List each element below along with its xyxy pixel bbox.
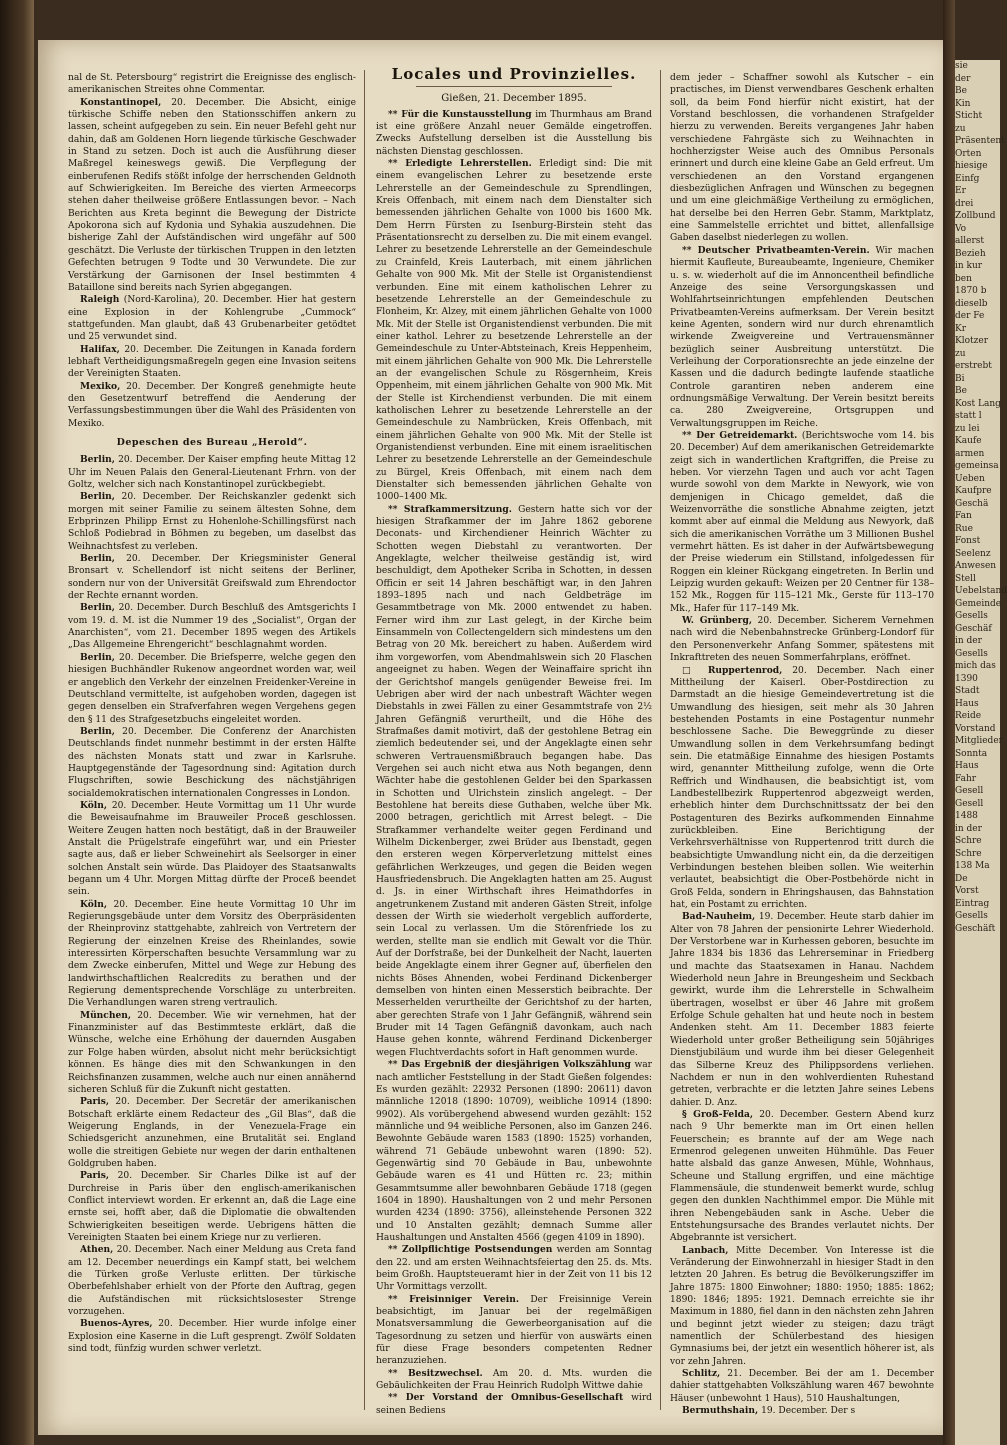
facing-page-word: Präsentent	[955, 136, 1005, 146]
column-right	[670, 72, 934, 1417]
facing-page-word: Anwesen	[955, 561, 997, 571]
article-text: 20. December. Eine heute Vormittag 10 Uhr im Regierungsgebäude unter dem Vorsitz des Oberpräsidenten der Rheinprovinz stattgehabte, zahlreich von Vertretern der Regierung der einzelnen Kreise des Rheinlandes, sowie interessirten Körperschaften besuchte Versammlung war zu dem Zwecke einberufen, Mittel und Wege zur Hebung des landwirthschaftlichen Realcredits zu berathen und der Regierung dementsprechende Vorschläge zu unterbreiten. Die Verhandlungen waren streng vertraulich.	[68, 899, 356, 1009]
article-paragraph	[68, 652, 356, 726]
article-text: 20. December. Der Kriegsminister General Bronsart v. Schellendorf ist nicht seitens der Berliner, sondern nur von der Universität Greifswald zum Ehrendoctor der Rechte ernannt worden.	[68, 554, 356, 602]
article-text: 20. December. Die Zeitungen in Kanada fordern lebhaft Vertheidigungsmaßregeln gegen eine Invasion seitens der Vereinigten Staaten.	[68, 344, 356, 380]
article-dateline: Paris,	[80, 1170, 110, 1182]
article-text: 20. December. Die Absicht, einige türkische Schiffe neben den Stationsschiffen ankern zu lassen, scheint aufgegeben zu sein. Ein neuer Befehl geht nur dahin, daß am Goldenen Horn liegende türkische Geschwader in Stand zu setzen. Doch ist auch die Ausführung dieser Maßregel keineswegs gewiß. Die Verpflegung der einberufenen Redifs stößt infolge der herrschenden Geldnoth auf Schwierigkeiten. Im Bereiche des vierten Armeecorps stehen daher theilweise größere Entlassungen bevor. – Nach Berichten aus Kreta beginnt die Bewegung der Districte Apokorona sich auf Kydonia und Syhakia auszudehnen. Die bisherige Zahl der Aufständischen wird ungefähr auf 500 geschätzt. Die Verluste der türkischen Truppen in den letzten Gefechten betrugen 9 Todte und 30 Verwundete. Die zur Verstärkung der Garnisonen der Insel bestimmten 4 Bataillone sind bereits nach Syrien abgegangen.	[68, 97, 356, 293]
facing-page-word: 1390	[955, 673, 978, 684]
facing-page-word: der Fe	[955, 311, 985, 321]
article-paragraph	[68, 800, 356, 899]
article-paragraph	[376, 158, 652, 504]
article-text: wird seinen Bediens	[376, 1393, 652, 1416]
article-paragraph	[68, 553, 356, 602]
facing-page-word: drei	[955, 198, 974, 209]
column-rule	[660, 70, 661, 1410]
article-paragraph	[376, 1059, 652, 1244]
article-dateline: Halifax,	[80, 343, 120, 355]
article-paragraph	[68, 97, 356, 295]
facing-page-word: Zollbund	[955, 211, 996, 221]
facing-page-word: allerst	[955, 236, 984, 246]
article-paragraph	[670, 1368, 934, 1405]
facing-page-word: Seelenz	[955, 548, 991, 559]
article-text: war nach amtlicher Feststellung in der Stadt Gießen folgendes: Es wurden gezählt: 22932 Personen (1890: 20611) davon männliche 12018 (1890: 10709), weibliche 10914 (1890: 9902). Als vorübergehend abwesend wurden gezählt: 152 männliche und 94 weibliche Personen, also im Ganzen 246. Bewohnte Gebäude waren 1583 (1890: 1525) vorhanden, während 71 Gebäude unbewohnt waren (1890: 52). Gegenwärtig sind 70 Gebäude in Bau, unbewohnte Gebäude waren es 41 und Hütten rc. 23; mithin Gesammtsumme aller bewohnbaren Gebäude 1718 (gegen 1604 in 1890). Haushaltungen von 2 und mehr Personen wurden 4234 (1890: 3756), alleinstehende Personen 322 und 10 Anstalten gezählt; demnach Summe aller Haushaltungen und Anstalten 4566 (gegen 4109 in 1890).	[376, 1060, 652, 1243]
facing-page-word: armen	[955, 448, 985, 459]
facing-page-word: Gesells	[955, 611, 988, 621]
section-heading: Depeschen des Bureau „Herold“.	[116, 436, 308, 448]
article-dateline: Berlin,	[80, 553, 115, 565]
facing-page-word: Bi	[955, 373, 965, 384]
article-dateline: Bermuthshain,	[682, 1405, 759, 1417]
article-dateline: ** Deutscher Privatbeamten-Verein.	[682, 244, 870, 256]
facing-page-word: Sonnta	[955, 748, 988, 759]
article-paragraph	[670, 245, 934, 430]
facing-page-word: erstrebt	[955, 361, 992, 371]
article-paragraph	[670, 1405, 934, 1417]
article-text: 20. December. Sir Charles Dilke ist auf der Durchreise in Paris über den englisch-amerikanischen Conflict interviewt worden. Er erkennt an, daß die Lage eine ernste sei, hofft aber, daß die Diplomatie die obwaltenden Schwierigkeiten beseitigen werde. Uebrigens hätten die Vereinigten Staaten bei einem Kriege nur zu verlieren.	[68, 1171, 356, 1243]
article-paragraph	[68, 491, 356, 553]
facing-page-word: mich das	[955, 661, 996, 671]
article-paragraph	[376, 1392, 652, 1417]
facing-page-word: zu	[955, 123, 966, 134]
facing-page-word: Uebelstand	[955, 586, 1007, 596]
page-edge	[943, 0, 955, 1445]
article-text: dem jeder – Schaffner sowohl als Kutscher – ein practisches, im Dienst verwendbares Geschenk erhalten soll, da beim Fond hierfür nicht existirt, hat der Vorstand beschlossen, die vorhandenen Strafgelder hierzu zu verwenden. Bereits vergangenes Jahr haben verschiedene Fahrgäste sich zu Weihnachten in hochherzigster Weise auch des Omnibus Personals erinnert und durch eine kleine Gabe an Geld erfreut. Um verschiedenen an den Vorstand ergangenen diesbezüglichen Anfragen und Wünschen zu begegnen und um eine gleichmäßige Vertheilung zu ermöglichen, hat derselbe bei den Herren Gebr. Stamm, Marktplatz, eine Sammelstelle errichtet und bittet, allenfallsige Gaben daselbst niederlegen zu wollen.	[670, 73, 934, 244]
facing-page-word: Geschäf	[955, 623, 992, 634]
facing-page-word: der	[955, 73, 971, 84]
article-text: 20. December. Die Conferenz der Anarchisten Deutschlands findet nunmehr bestimmt in der ersten Hälfte des nächsten Monats statt und zwar in Karlsruhe. Hauptgegenstände der Tagesordnung sind: Agitation durch Flugschriften, sowie Beschickung des nächstjährigen socialdemokratischen internationalen Congresses in London.	[68, 726, 356, 799]
article-paragraph	[68, 1244, 356, 1318]
article-text: (Nord-Karolina), 20. December. Hier hat gestern eine Explosion in der Kohlengrube „Cummock“ stattgefunden. Man glaubt, daß 43 Grubenarbeiter getödtet und 25 verwundet sind.	[68, 295, 356, 343]
article-paragraph	[68, 899, 356, 1010]
article-text: 20. December. Nach einer Meldung aus Creta fand am 12. December neuerdings ein Kampf statt, bei welchem die Türken große Verluste erlitten. Der türkische Oberbefehlshaber erhielt von der Pforte den Auftrag, gegen die Aufständischen mit rücksichtslosester Strenge vorzugehen.	[68, 1245, 356, 1318]
article-paragraph	[670, 430, 934, 615]
facing-page-word: Schre	[955, 848, 982, 859]
article-dateline: Buenos-Ayres,	[80, 1318, 153, 1330]
facing-page-word: Rue	[955, 523, 973, 534]
article-paragraph	[670, 1109, 934, 1245]
facing-page-word: Kin	[955, 98, 971, 109]
facing-page-word: Sticht	[955, 111, 983, 121]
facing-page-word: zu lei	[955, 423, 980, 434]
facing-page-word: Gesells	[955, 648, 988, 659]
article-dateline: ** Strafkammersitzung.	[388, 503, 512, 515]
facing-page-word: Orten	[955, 148, 982, 159]
article-dateline: Athen,	[80, 1244, 114, 1256]
article-paragraph	[68, 454, 356, 491]
article-text: 20. December. Der Reichskanzler gedenkt sich morgen mit seiner Familie zu seinem ältesten Sohne, dem Erbprinzen Philipp Ernst zu Hohenlohe-Schillingsfürst nach Schloß Podiebrad in Böhmen zu begeben, um daselbst das Weihnachtsfest zu verleben.	[68, 492, 356, 552]
article-text: werden am Sonntag den 22. und am ersten Weihnachtsfeiertag den 25. ds. Mts. beim Großh. Hauptsteueramt hier in der Zeit von 11 bis 12 Uhr Vormittags verzollt.	[376, 1245, 652, 1293]
article-dateline: Berlin,	[80, 491, 115, 503]
article-paragraph	[68, 294, 356, 343]
article-paragraph	[670, 1245, 934, 1368]
facing-page-word: Er	[955, 186, 966, 196]
dateline: Gießen, 21. December 1895.	[441, 93, 587, 105]
facing-page-word: Vorst	[955, 886, 979, 896]
facing-page-word: sie	[955, 61, 968, 71]
article-paragraph	[376, 109, 652, 158]
facing-page-word: Reide	[955, 711, 982, 721]
facing-page-word: Kaufpre	[955, 486, 992, 496]
article-paragraph	[68, 602, 356, 651]
facing-page-word: Bezieh	[955, 248, 986, 259]
facing-page-word: Vo	[955, 223, 967, 234]
facing-page-word: Kr	[955, 323, 967, 334]
article-dateline: ** Erledigte Lehrerstellen.	[388, 158, 532, 170]
facing-page-word: Geschä	[955, 498, 989, 509]
article-paragraph	[376, 1244, 652, 1293]
facing-page-word: ben	[955, 273, 972, 284]
article-text: Wir machen hiermit Kaufleute, Bureaubeamte, Ingenieure, Chemiker u. s. w. wiederholt auf die im Annoncentheil befindliche Anzeige des seine Versorgungskassen und Wohlfahrtseinrichtungen empfehlenden Deutschen Privatbeamten-Vereins aufmerksam. Der Verein besitzt keine Agenten, sondern wird nur durch ehrenamtlich wirkende Zweigvereine und Vertrauensmänner bezüglich seiner Ausbreitung unterstützt. Die Verleihung der Corporationsrechte an jede einzelne der Kassen und die dadurch bedingte laufende staatliche Controle garantiren neben anderem eine ordnungsmäßige Verwaltung. Der Verein besitzt bereits ca. 280 Zweigvereine, Ortsgruppen und Verwaltungsgruppen im Reiche.	[670, 245, 934, 429]
facing-page-word: 1870 b	[955, 286, 987, 296]
article-dateline: Bad-Nauheim,	[682, 911, 756, 923]
facing-page-word: Eintrag	[955, 898, 990, 909]
article-dateline: Schlitz,	[682, 1368, 721, 1380]
article-text: 20. December. Heute Vormittag um 11 Uhr wurde die Beweisaufnahme im Brauweiler Proceß geschlossen. Weitere Zeugen hatten noch bestätigt, daß in der Brauweiler Anstalt die Prügelstrafe eingeführt war, und ein Priester sagte aus, daß er lieber Schweinehirt als Seelsorger in einer solchen Anstalt sein würde. Das Plaidoyer des Staatsanwalts begann um 4 Uhr. Morgen Mittag dürfte der Proceß beendet sein.	[68, 800, 356, 898]
facing-page-word: Klotzer	[955, 336, 989, 346]
article-paragraph	[376, 504, 652, 1059]
article-dateline: ** Der Getreidemarkt.	[682, 429, 798, 441]
facing-page-word: De	[955, 873, 968, 884]
article-text: 20. December. Hier wurde infolge einer Explosion eine Kaserne in die Luft gesprengt. Zwölf Soldaten sind todt, fünfzig wurden schwer verletzt.	[68, 1319, 356, 1355]
article-dateline: Paris,	[80, 1096, 110, 1108]
article-text: 19. December. Heute starb dahier im Alter von 78 Jahren der pensionirte Lehrer Wiederhold. Der Verstorbene war in Kurhessen geboren, besuchte im Jahre 1834 bis 1836 das Lehrerseminar in Friedberg und machte das Staatsexamen in Hanau. Nachdem Wiederhold neun Jahre in Breungesheim und Seckbach gewirkt, wurde ihm die Lehrerstelle in Schwalheim übertragen, woselbst er über 46 Jahre mit großem Erfolge Schule gehalten hat und heute noch in bestem Andenken steht. Am 11. December 1883 feierte Wiederhold unter großer Betheiligung sein 50jähriges Dienstjubiläum und wurde ihm bei dieser Gelegenheit das Silberne Kreuz des Philippsordens verliehen. Nachdem er nun in den wohlverdienten Ruhestand getreten, verbrachte er die letzten Jahre seines Lebens dahier. D. Anz.	[670, 912, 934, 1108]
facing-page-word: Kaufe	[955, 436, 982, 446]
article-text: im Thurmhaus am Brand ist eine größere Anzahl neuer Gemälde eingetroffen. Zwecks Aufstellung derselben ist die Ausstellung bis nächsten Dienstag geschlossen.	[376, 109, 652, 157]
article-dateline: ** Für die Kunstausstellung	[388, 108, 532, 120]
facing-page-word: dieselb	[955, 298, 988, 309]
article-paragraph	[670, 72, 934, 245]
article-text: 21. December. Bei der am 1. December dahier stattgehabten Volkszählung waren 467 bewohnte Häuser (unbewohnt 1 Haus), 510 Haushaltungen,	[670, 1369, 934, 1404]
facing-page-word: Gesell	[955, 786, 984, 796]
facing-page-word: Be	[955, 386, 967, 396]
article-text: Am 20. d. Mts. wurden die Gebäulichkeiten der Frau Heinrich Rudolph Wittwe dahie	[376, 1368, 652, 1392]
facing-page-word: 138 Ma	[955, 861, 990, 871]
article-paragraph	[68, 72, 356, 97]
article-dateline: ** Der Vorstand der Omnibus-Gesellschaft	[388, 1392, 624, 1404]
newspaper-page	[38, 40, 943, 1435]
article-text: 20. December. Sicherem Vernehmen nach wird die Nebenbahnstrecke Grünberg-Londorf für den Personenverkehr Anfang Sommer, spätestens mit Inkrafttreten des neuen Sommerfahrplans, eröffnet.	[670, 616, 934, 664]
facing-page-word: Vorstand	[955, 723, 996, 734]
article-dateline: Berlin,	[80, 454, 115, 466]
article-dateline: W. Grünberg,	[682, 615, 752, 627]
facing-page-word: Fonst	[955, 536, 981, 546]
book-gutter	[0, 0, 34, 1445]
article-text: 20. December. Der Secretär der amerikanischen Botschaft erklärte einem Redacteur des „Gil Blas“, daß die Weigerung Englands, in der Venezuela-Frage ein Schiedsgericht anzunehmen, eine Brutalität sei. England wolle die streitigen Gebiete nur wegen der darin enthaltenen Goldgruben haben.	[68, 1097, 356, 1169]
title-rule	[416, 86, 612, 87]
facing-page-word: Gesell	[955, 798, 984, 809]
article-paragraph	[68, 726, 356, 800]
article-dateline: Berlin,	[80, 602, 115, 614]
facing-page-word: Fan	[955, 511, 972, 521]
article-paragraph	[68, 381, 356, 430]
facing-page-word: statt l	[955, 411, 982, 421]
article-text: 20. December. Durch Beschluß des Amtsgerichts I vom 19. d. M. ist die Nummer 19 des „Socialist“, Organ der Anarchisten“, vom 21. December 1895 wegen des Artikels „Das Allgemeine Ehrengericht“ beschlagnahmt worden.	[68, 603, 356, 651]
article-dateline: Konstantinopel,	[80, 96, 162, 108]
facing-page-word: Haus	[955, 761, 979, 771]
article-paragraph	[68, 344, 356, 381]
article-text: 20. December. Die Briefsperre, welche gegen den hiesigen Buchhändler Rukenow angeordnet worden war, weil er angeblich den Verkehr der einzelnen Freidenker-Vereine in Deutschland vermittelte, ist aufgehoben worden, dagegen ist gegen denselben ein Strafverfahren wegen Vergehens gegen den § 11 des Strafgesetzbuchs eingeleitet worden.	[68, 652, 356, 725]
article-text: Der Freisinnige Verein beabsichtigt, im Januar bei der regelmäßigen Monatsversammlung die Gewerbeorganisation auf die Tagesordnung zu setzen und hierfür von auswärts einen für diese Frage besonders competenten Redner heranzuziehen.	[376, 1294, 652, 1367]
facing-page-word: Gemeinde	[955, 598, 1002, 609]
article-dateline: München,	[80, 1009, 132, 1021]
article-paragraph	[670, 911, 934, 1109]
article-dateline: Berlin,	[80, 725, 115, 737]
facing-page-word: hiesige	[955, 161, 988, 171]
article-paragraph	[376, 1368, 652, 1393]
column-rule	[364, 70, 365, 1410]
article-text: (Berichtswoche vom 14. bis 20. December) Auf dem amerikanischen Getreidemarkte zeigt sich in wandertlichen Kraftgriffen, die Preise zu heben. Vor vierzehn Tagen und auch vor acht Tagen wurde sowohl von dem Markte in Newyork, wie von demjenigen in Chicago gemeldet, daß die Weizenvorräthe die sonstliche Abnahme zeigten, jetzt kommt aber auf einmal die Meldung aus Newyork, daß sich die amerikanischen Vorräthe um 3 Millionen Bushel vermehrt hätten. Es ist daher in der Aufwärtsbewegung der Preise wiederum ein Stillstand, infolgedessen für Roggen ein kleiner Rückgang eingetreten. In Berlin und Leipzig wurden gekauft: Weizen per 20 Centner für 138–152 Mk., Roggen für 115–121 Mk., Gerste für 113–170 Mk., Hafer für 117–149 Mk.	[670, 430, 934, 614]
article-dateline: Köln,	[80, 898, 108, 910]
facing-page-word: in kur	[955, 261, 983, 271]
article-text: Gestern hatte sich vor der hiesigen Strafkammer der im Jahre 1862 geborene Deconats- und Kirchendiener Heinrich Wächter zu Schotten wegen Diebstahl zu verantworten. Der Angeklagte, welcher theilweise geständig ist, wird beschuldigt, dem Apotheker Scriba in Schotten, in dessen Officin er seit 14 Jahren beschäftigt war, in den Jahren 1893–1895 nach und nach Geldbeträge im Gesammtbetrage von Mk. 2000 entwendet zu haben. Ferner wird ihm zur Last gelegt, in der Kirche beim Einsammeln von Collectengeldern sich mindestens um den Betrag von 20 Mk. bereichert zu haben. Außerdem wird ihm vorgeworfen, vom Abendmahlswein sich 20 Flaschen angeeignet zu haben. Wegen der Weinaffaire spricht ihn der Gerichtshof mangels genügender Beweise frei. Im Uebrigen aber wird der nach unbestraft Wächter wegen Diebstahls in zwei Fällen zu einer Gesammtstrafe von 2½ Jahren Gefängniß verurtheilt, und die Höhe des Strafmaßes damit motivirt, daß der gestohlene Betrag ein ziemlich bedeutender sei, und der Angeklagte einen sehr schweren Vertrauensmißbrauch begangen habe. Das Vergehen sei auch nicht etwa aus Noth begangen, denn Wächter habe die gestohlenen Gelder bei den Sparkassen in Schotten und Ulrichstein zinslich angelegt. – Der Bestohlene hat bereits diese Guthaben, welche über Mk. 2000 betragen, gerichtlich mit Arrest belegt. – Die Strafkammer verhandelte weiter gegen Ferdinand und Wilhelm Dickenberger, zwei Brüder aus Ibenstadt, gegen den ersteren wegen Körperverletzung mittelst eines gefährlichen Werkzeuges, und gegen die Beiden wegen Hausfriedensbruch. Die Angeklagten hatten am 25. August d. Js. in einer Wirthschaft ihres Heimathdorfes in angetrunkenem Zustand mit anderen Gästen Streit, infolge dessen der Wirth sie wiederholt vergeblich aufforderte, sein Local zu verlassen. Um die Störenfriede los zu werden, stellte man sie endlich mit Gewalt vor die Thür. Auf der Dorfstraße, bei der Dunkelheit der Nacht, lauerten beide Angeklagte einem ihrer Gegner auf, überfielen den nichts Böses Ahnenden, wobei Ferdinand Dickenberger demselben von hinten einen Messerstich beibrachte. Der Messerhelden verurtheilte der Gerichtshof zu der harten, aber gerechten Strafe von 1 Jahr Gefängniß, während sein Bruder mit 14 Tagen Gefängniß davonkam, auch nach Hause gehen konnte, während Ferdinand Dickenberger wegen Fluchtverdachts sofort in Haft genommen wurde.	[376, 504, 652, 1058]
facing-page-word: Fahr	[955, 773, 977, 784]
column-middle	[376, 65, 652, 1417]
facing-page-word: Stell	[955, 573, 976, 584]
article-dateline: ** Das Ergebniß der diesjährigen Volkszählung	[388, 1059, 631, 1071]
article-paragraph	[68, 1096, 356, 1170]
facing-page-fragment	[955, 60, 1007, 1445]
article-text: 20. December. Gestern Abend kurz nach 9 Uhr bemerkte man im Ort einen hellen Feuerschein; es brannte auf der am Wege nach Ermenrod gelegenen unweiten Hühmühle. Das Feuer hatte alsbald das ganze Anwesen, Mühle, Wohnhaus, Scheune und Stallung ergriffen, und eine mächtige Flammensäule, die stundenweit bemerkt wurde, schlug gegen den dunklen Nachthimmel empor. Die Mühle mit ihren Nebengebäuden sank in Asche. Ueber die Entstehungsursache des Brandes verlautet nichts. Der Abgebrannte ist versichert.	[670, 1109, 934, 1244]
article-dateline: Berlin,	[80, 651, 115, 663]
article-text: Mitte December. Von Interesse ist die Veränderung der Einwohnerzahl in hiesiger Stadt in den letzten 20 Jahren. Es betrug die Bevölkerungsziffer im Jahre 1875: 1800 Einwohner; 1880: 1950; 1885: 1862; 1890: 1846; 1895: 1921. Demnach erreichte sie ihr Maximum in 1880, fiel dann in den nächsten zehn Jahren und beginnt jetzt wieder zu steigen; dazu trägt namentlich der Schülerbestand des hiesigen Gymnasiums bei, der jetzt ein wesentlich höherer ist, als vor zehn Jahren.	[670, 1245, 935, 1367]
facing-page-word: Be	[955, 86, 967, 96]
article-text: nal de St. Petersbourg“ registrirt die Ereignisse des englisch-amerikanischen Streites ohne Commentar.	[68, 73, 356, 96]
article-dateline: Köln,	[80, 799, 108, 811]
facing-page-word: Einfg	[955, 173, 980, 184]
article-paragraph	[670, 665, 934, 912]
article-text: 20. December. Der Kongreß genehmigte heute den Gesetzentwurf betreffend die Aenderung der Verfassungsbestimmungen über die Wahl des Präsidenten von Mexiko.	[68, 381, 356, 429]
article-text: 20. December. Wie wir vernehmen, hat der Finanzminister auf das Bestimmteste erklärt, daß die Wünsche, welche eine Erhöhung der dauernden Ausgaben zur Folge haben würden, absolut nicht mehr berücksichtigt können. Es hänge dies mit den Schwankungen in den Reichsfinanzen zusammen, welche auch nur einen annähernd sicheren Schluß für die Zukunft nicht gestatten.	[68, 1010, 356, 1095]
article-dateline: Raleigh	[80, 294, 120, 306]
article-dateline: ** Freisinniger Verein.	[388, 1293, 520, 1305]
facing-page-word: Geschäft	[955, 923, 996, 934]
article-paragraph	[670, 615, 934, 664]
facing-page-word: Gesells	[955, 911, 988, 921]
facing-page-word: zu	[955, 348, 966, 359]
facing-page-word: gemeinsa	[955, 461, 999, 471]
facing-page-word: Haus	[955, 698, 979, 709]
article-dateline: Mexiko,	[80, 380, 121, 392]
article-paragraph	[376, 1294, 652, 1368]
facing-page-word: in der	[955, 823, 982, 834]
article-text: 20. December. Nach einer Mittheilung der Kaiserl. Ober-Postdirection zu Darmstadt an die hiesige Gemeindevertretung ist die Umwandlung des hiesigen, seit mehr als 30 Jahren bestehenden Postamts in eine Postagentur nunmehr beschlossene Sache. Die Beweggründe zu dieser Umwandlung sollen in dem Verkehrsumfang bedingt sein. Die etatmäßige Einnahme des hiesigen Postamts wird, genannter Mittheilung zufolge, wenn die Orte Reffrich und Windhausen, die beabsichtigt ist, vom Landbestellbezirk Ruppertenrod abgezweigt werden, erheblich hinter dem Durchschnittssatz der bei den Postagenturen des Bezirks aufkommenden Einnahme zurückbleiben. Eine Berichtigung der Verkehrsverhältnisse von Ruppertenrod tritt durch die beabsichtigte Umwandlung nicht ein, da die derzeitigen Verbindungen bestehen bleiben sollen. Wie weiterhin verlautet, beabsichtigt die Ober-Postbehörde nicht in Groß Felda, sondern in Ehringshausen, das Bahnstation hat, ein Postamt zu errichten.	[670, 665, 934, 911]
facing-page-word: Stadt	[955, 686, 980, 696]
facing-page-word: Schre	[955, 836, 982, 846]
article-dateline: ** Zollpflichtige Postsendungen	[388, 1244, 553, 1256]
article-text: 20. December. Der Kaiser empfing heute Mittag 12 Uhr im Neuen Palais den General-Lieutenant Frhrn. von der Goltz, welcher sich nach Konstantinopel zurückbegiebt.	[68, 455, 356, 490]
article-text: Erledigt sind: Die mit einem evangelischen Lehrer zu besetzende erste Lehrerstelle an der Gemeindeschule zu Sprendlingen, Kreis Offenbach, mit einem nach dem Dienstalter sich bemessenden jährlichen Gehalte von 1000 bis 1600 Mk. Dem Herrn Fürsten zu Isenburg-Birstein steht das Präsentationsrecht zu derselben zu. Die mit einem evangel. Lehrer zu besetzende Lehrerstelle an der Gemeindeschule zu Crainfeld, Kreis Lauterbach, mit einem jährlichen Gehalte von 900 Mk. Mit der Stelle ist Organistendienst verbunden. Eine mit einem katholischen Lehrer zu besetzende Lehrerstelle an der Gemeindeschule zu Flonheim, Kr. Alzey, mit einem jährlichen Gehalte von 1000 Mk. Mit der Stelle ist Organistendienst verbunden. Die mit einer kathol. Lehrer zu besetzende Lehrerstelle an der Gemeindeschule zu Unter-Abtsteinach, Kreis Heppenheim, mit einem jährlichen Gehalte von 900 Mk. Die Lehrerstelle an der evangelischen Schule zu Rösgernheim, Kreis Oppenheim, mit einem jährlichen Gehalte von 900 Mk. Mit der Stelle ist Kirchendienst verbunden. Die mit einem katholischen Lehrer zu besetzende Lehrerstelle an der Gemeindeschule zu Nambrücken, Kreis Offenbach, mit einem jährlichen Gehalte von 900 Mk. Mit der Stelle ist Organistendienst verbunden. Eine mit einem israelitischen Lehrer zu besetzende Lehrerstelle an der Gemeindeschule zu Bürgel, Kreis Offenbach, mit einem nach dem Dienstalter sich bemessenden jährlichen Gehalte von 1000–1400 Mk.	[376, 159, 652, 503]
article-paragraph	[68, 1170, 356, 1244]
article-dateline: ** Besitzwechsel.	[388, 1367, 483, 1379]
article-paragraph	[68, 1318, 356, 1355]
facing-page-word: Ueben	[955, 473, 985, 484]
article-dateline: □ Ruppertenrod,	[682, 664, 783, 676]
column-left	[68, 72, 356, 1355]
section-title: Locales und Provinzielles.	[391, 65, 637, 83]
article-paragraph	[68, 1010, 356, 1096]
facing-page-word: in der	[955, 636, 982, 646]
article-dateline: § Groß-Felda,	[682, 1108, 754, 1120]
article-text: 19. December. Der s	[761, 1406, 856, 1417]
facing-page-word: Mitglieder	[955, 736, 1003, 746]
facing-page-word: 1488	[955, 811, 978, 821]
facing-page-word: Kost Lang	[955, 398, 1001, 409]
article-dateline: Lanbach,	[682, 1244, 729, 1256]
